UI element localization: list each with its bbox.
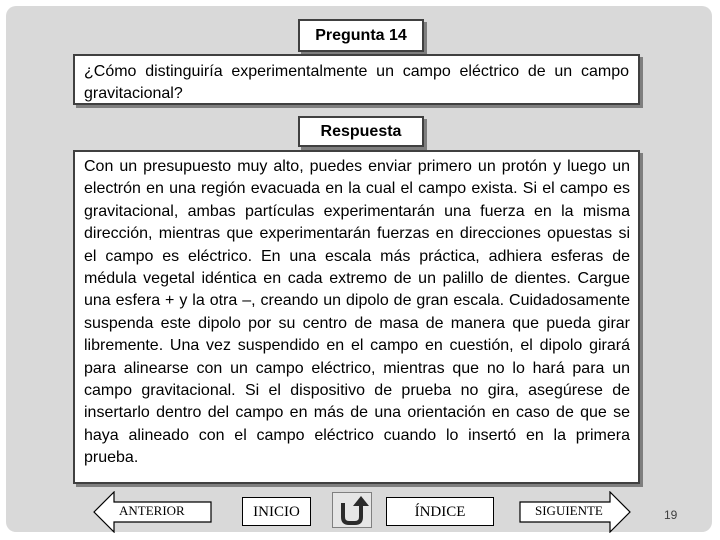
question-text: ¿Cómo distinguiría experimentalmente un campo eléctrico de un campo gravitacional? [84, 63, 629, 102]
question-label-text: Pregunta 14 [315, 27, 407, 44]
previous-button-label: ANTERIOR [119, 503, 185, 518]
next-button-label: SIGUIENTE [535, 503, 603, 518]
home-button[interactable] [242, 497, 311, 526]
previous-button[interactable] [93, 491, 213, 533]
question-text-box [73, 54, 640, 105]
question-label [298, 19, 424, 52]
index-button-label: ÍNDICE [414, 504, 466, 520]
answer-text-box [73, 150, 640, 484]
home-button-label: INICIO [253, 504, 300, 520]
page-number: 19 [664, 508, 678, 522]
index-button[interactable] [386, 497, 494, 526]
answer-label-text: Respuesta [320, 123, 402, 140]
return-button[interactable] [332, 492, 372, 528]
answer-label [298, 116, 424, 147]
next-button[interactable] [519, 491, 631, 533]
answer-text: Con un presupuesto muy alto, puedes enviar primero un protón y luego un electrón en una región evacuada en la cual el campo exista. Si el campo es gravitacional, ambas partículas experimentarán una fuerza en la misma dirección, mientras que experimentarán fuerzas en direcciones opuestas si el campo es eléctrico. En una escala más práctica, adhiera esferas de médula vegetal idéntica en cada extremo de un palillo de dientes. Cargue una esfera + y la otra –, creando un dipolo de gran escala. Cuidadosamente suspenda este dipolo por su centro de masa de manera que pueda girar libremente. Una vez suspendido en el campo en cuestión, el dipolo girará para alinearse con un campo eléctrico, mientras que no lo hará para un campo gravitacional. Si el dispositivo de prueba no gira, asegúrese de insertarlo dentro del campo en más de una orientación en caso de que se haya alineado con el campo eléctrico cuando lo insertó en la primera prueba. [84, 158, 630, 467]
return-arrow-icon [333, 493, 371, 527]
